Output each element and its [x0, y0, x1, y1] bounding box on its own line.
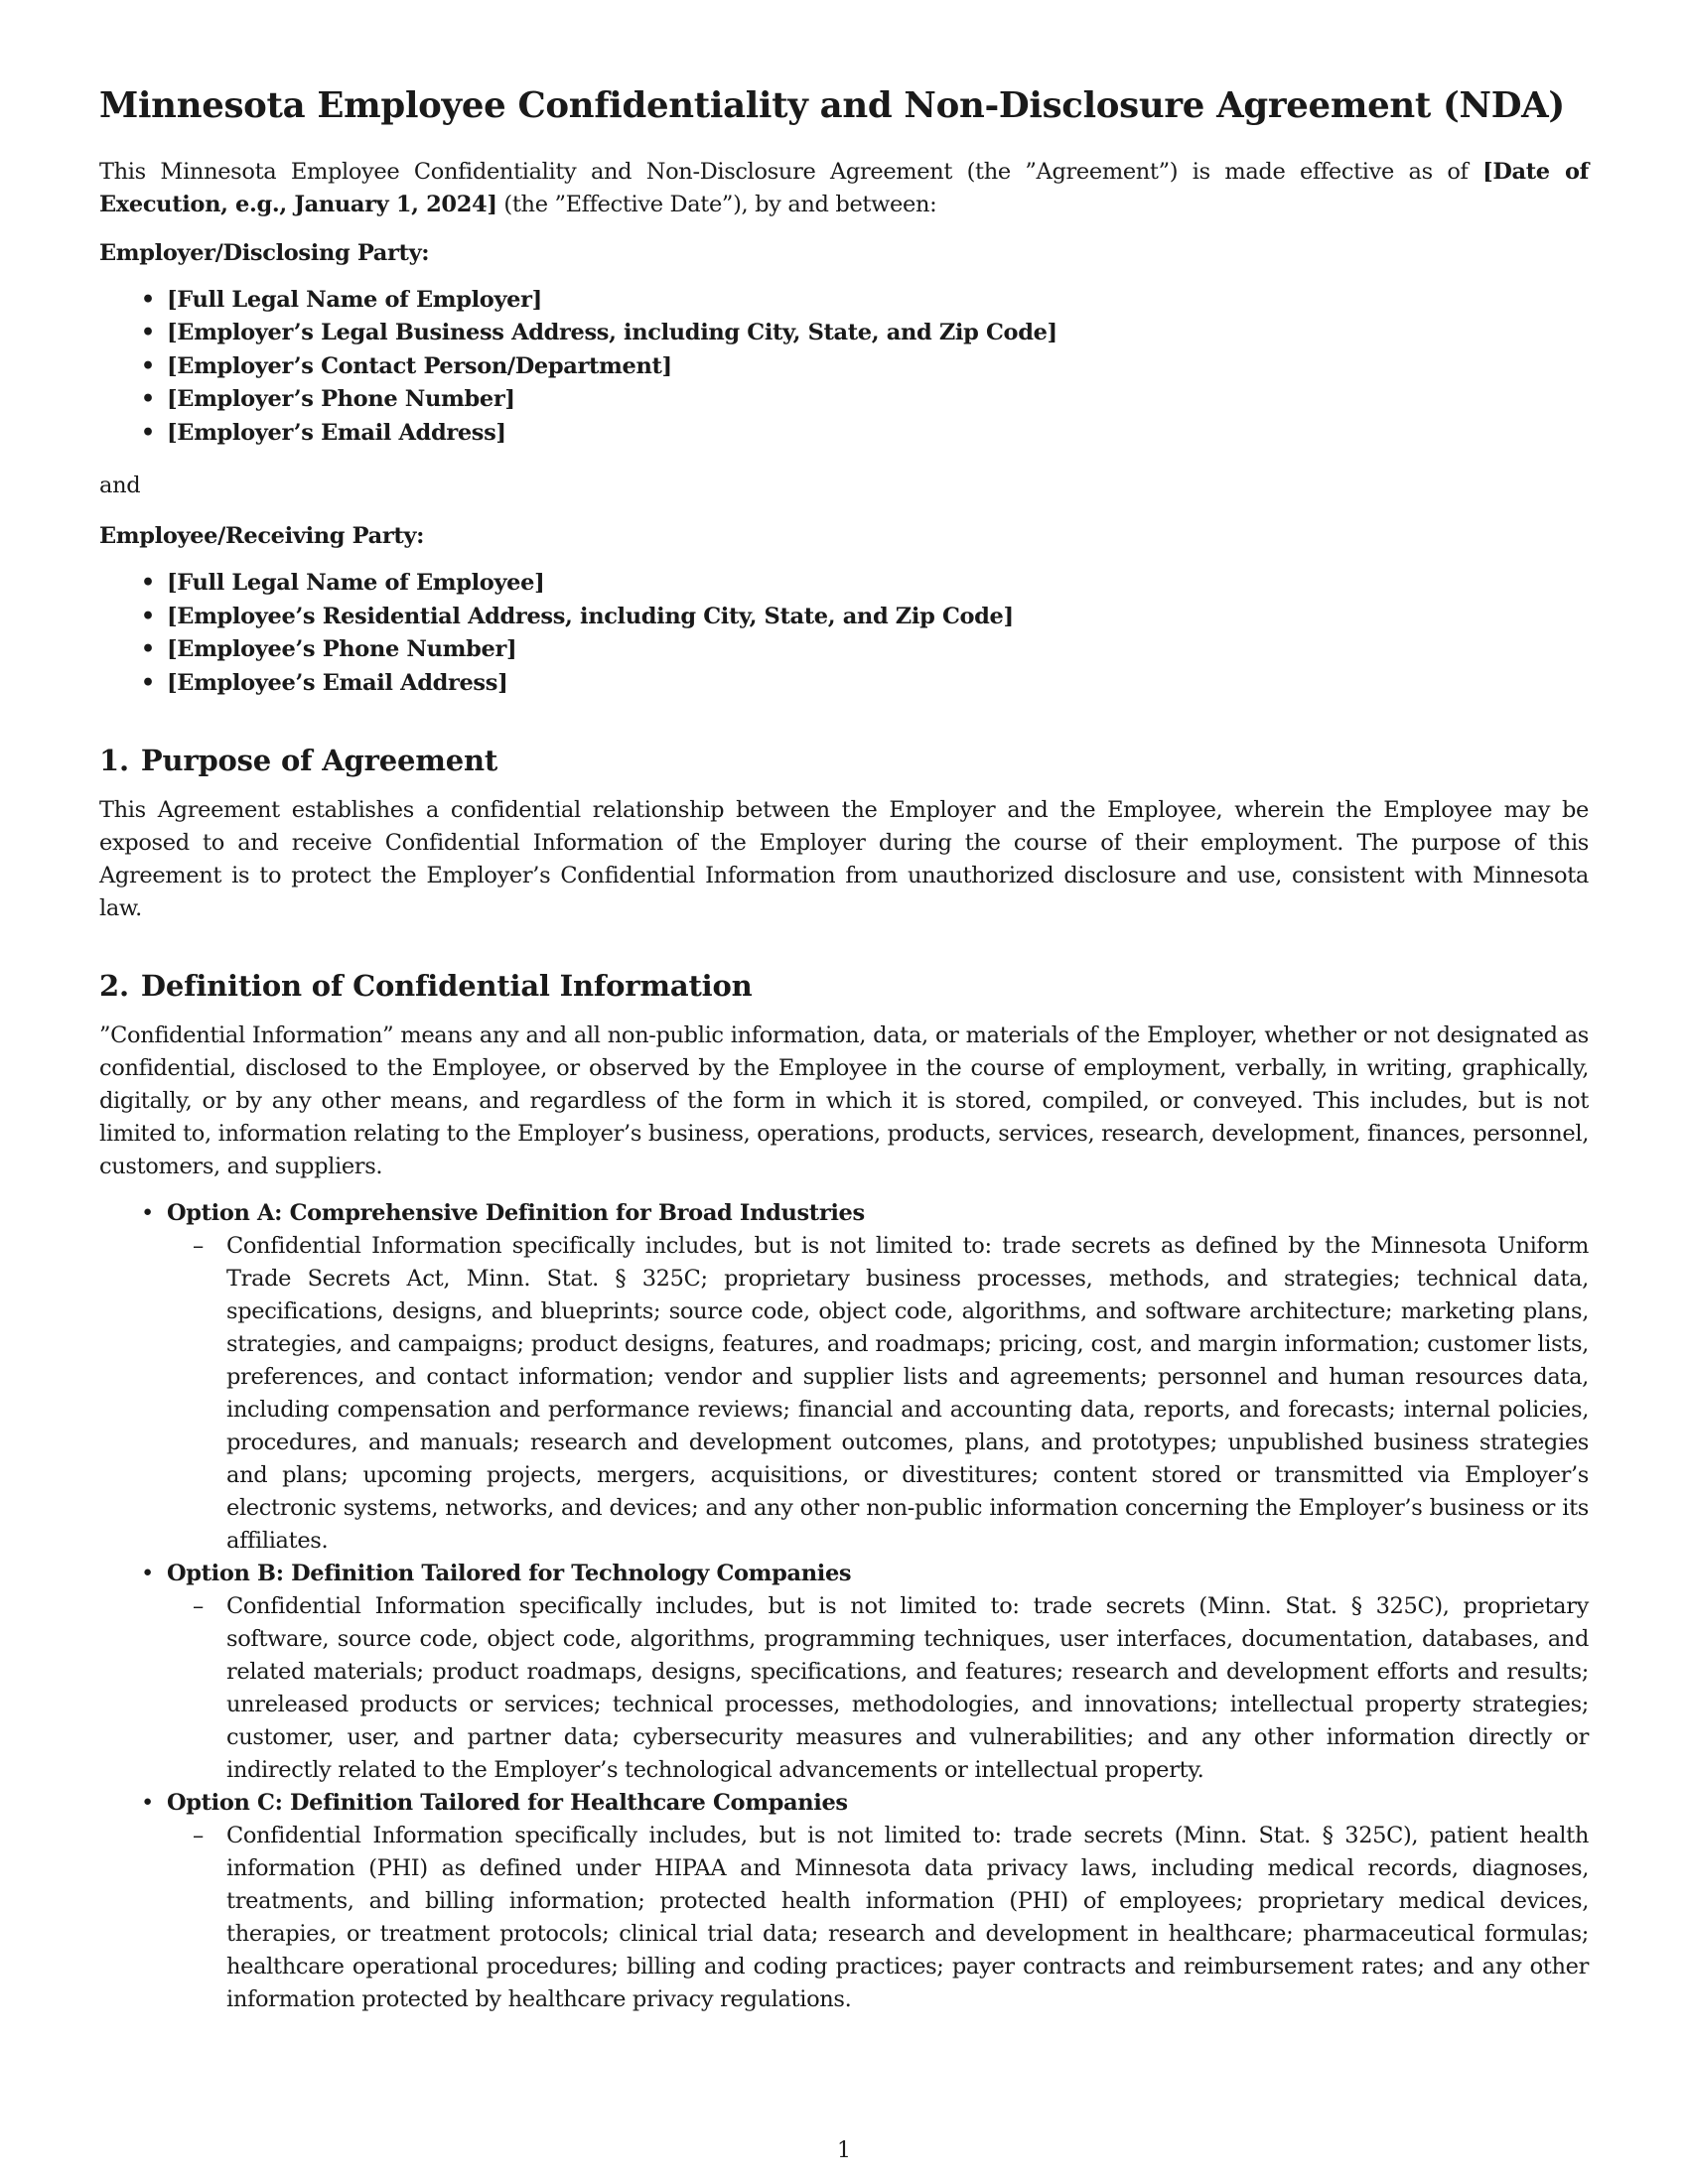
- option-b-item: [167, 1590, 1589, 1787]
- dash-marker: –: [193, 1592, 204, 1619]
- option-a: [167, 1197, 1589, 1558]
- section-2-heading: [99, 969, 1589, 1004]
- intro-text-2: (the ”Effective Date”), by and between:: [496, 191, 937, 217]
- employee-email-field: • [Employee’s Email Address]: [167, 667, 1589, 701]
- employer-phone-field: • [Employer’s Phone Number]: [167, 383, 1589, 417]
- option-a-text: Confidential Information specifically includes, but is not limited to: trade secrets as defined by the Minnesota Uniform Trade Secrets Act, Minn. Stat. § 325C; proprietary business processes, methods, and strategies; technical data, specifications, designs, and blueprints; source code, object code, algorithms, and software architecture; marketing plans, strategies, and campaigns; product designs, features, and roadmaps; pricing, cost, and margin information; customer lists, preferences, and contact information; vendor and supplier lists and agreements; personnel and human resources data, including compensation and performance reviews; financial and accounting data, reports, and forecasts; internal policies, procedures, and manuals; research and development outcomes, plans, and prototypes; unpublished business strategies and plans; upcoming projects, mergers, acquisitions, or divestitures; content stored or transmitted via Employer’s electronic systems, networks, and devices; and any other non-public information concerning the Employer’s business or its affiliates.: [226, 1232, 1589, 1554]
- section-1-title: Purpose of Agreement: [140, 744, 498, 778]
- option-b: [167, 1558, 1589, 1787]
- section-2-body: ”Confidential Information” means any and all non-public information, data, or materials of the Employer, whether or not designated as confidential, disclosed to the Employee, or observed by the Employee in the course of employment, verbally, in writing, graphically, digitally, or by any other means, and regardless of the form in which it is stored, compiled, or conveyed. This includes, but is not limited to, information relating to the Employer’s business, operations, products, services, research, development, finances, personnel, customers, and suppliers.: [99, 1022, 1589, 1179]
- definition-options-list: [99, 1197, 1589, 2016]
- dash-marker: –: [193, 1232, 204, 1259]
- page-number: 1: [837, 2138, 851, 2163]
- employee-name-field: • [Full Legal Name of Employee]: [167, 567, 1589, 601]
- employee-phone-field: • [Employee’s Phone Number]: [167, 633, 1589, 667]
- employer-address-field: • [Employer’s Legal Business Address, including City, State, and Zip Code]: [167, 317, 1589, 350]
- dash-marker: –: [193, 1822, 204, 1848]
- option-a-title: • Option A: Comprehensive Definition for Broad Industries: [167, 1199, 865, 1226]
- intro-paragraph: [99, 156, 1589, 221]
- section-2-title: Definition of Confidential Information: [140, 968, 753, 1003]
- option-b-title: • Option B: Definition Tailored for Technology Companies: [167, 1560, 852, 1586]
- document-title: Minnesota Employee Confidentiality and Non-Disclosure Agreement (NDA): [99, 85, 1565, 126]
- section-2-number: 2.: [99, 968, 129, 1003]
- option-c-item: [167, 1820, 1589, 2016]
- employer-heading: Employer/Disclosing Party:: [99, 239, 430, 266]
- section-1-heading: [99, 744, 1589, 778]
- effective-date-placeholder: [Date of Execution, e.g., January 1, 2024]: [99, 158, 1589, 217]
- employer-contact-field: • [Employer’s Contact Person/Department]: [167, 350, 1589, 384]
- employer-name-field: • [Full Legal Name of Employer]: [167, 284, 1589, 318]
- option-c-title: • Option C: Definition Tailored for Healthcare Companies: [167, 1789, 848, 1816]
- option-c-text: Confidential Information specifically includes, but is not limited to: trade secrets (Minn. Stat. § 325C), patient health information (PHI) as defined under HIPAA and Minnesota data privacy laws, including medical records, diagnoses, treatments, and billing information; protected health information (PHI) of employees; proprietary medical devices, therapies, or treatment protocols; clinical trial data; research and development in healthcare; pharmaceutical formulas; healthcare operational procedures; billing and coding practices; payer contracts and reimbursement rates; and any other information protected by healthcare privacy regulations.: [226, 1822, 1589, 2012]
- section-1-body: This Agreement establishes a confidential relationship between the Employer and the Employee, wherein the Employee may be exposed to and receive Confidential Information of the Employer during the course of their employment. The purpose of this Agreement is to protect the Employer’s Confidential Information from unauthorized disclosure and use, consistent with Minnesota law.: [99, 796, 1589, 921]
- employee-address-field: • [Employee’s Residential Address, including City, State, and Zip Code]: [167, 601, 1589, 634]
- intro-text-1: This Minnesota Employee Confidentiality and Non-Disclosure Agreement (the ”Agreement”) is made effective as of: [99, 158, 1483, 185]
- option-a-item: [167, 1230, 1589, 1558]
- employee-heading: Employee/Receiving Party:: [99, 523, 425, 550]
- and-connector: and: [99, 473, 141, 499]
- option-c: [167, 1787, 1589, 2016]
- employer-email-field: • [Employer’s Email Address]: [167, 417, 1589, 451]
- option-b-text: Confidential Information specifically includes, but is not limited to: trade secrets (Minn. Stat. § 325C), proprietary software, source code, object code, algorithms, programming techniques, user interfaces, documentation, databases, and related materials; product roadmaps, designs, specifications, and features; research and development efforts and results; unreleased products or services; technical processes, methodologies, and innovations; intellectual property strategies; customer, user, and partner data; cybersecurity measures and vulnerabilities; and any other information directly or indirectly related to the Employer’s technological advancements or intellectual property.: [226, 1592, 1589, 1783]
- employee-list: [99, 567, 1589, 700]
- section-1-number: 1.: [99, 744, 129, 778]
- employer-list: [99, 284, 1589, 451]
- document-page: [99, 85, 1589, 2016]
